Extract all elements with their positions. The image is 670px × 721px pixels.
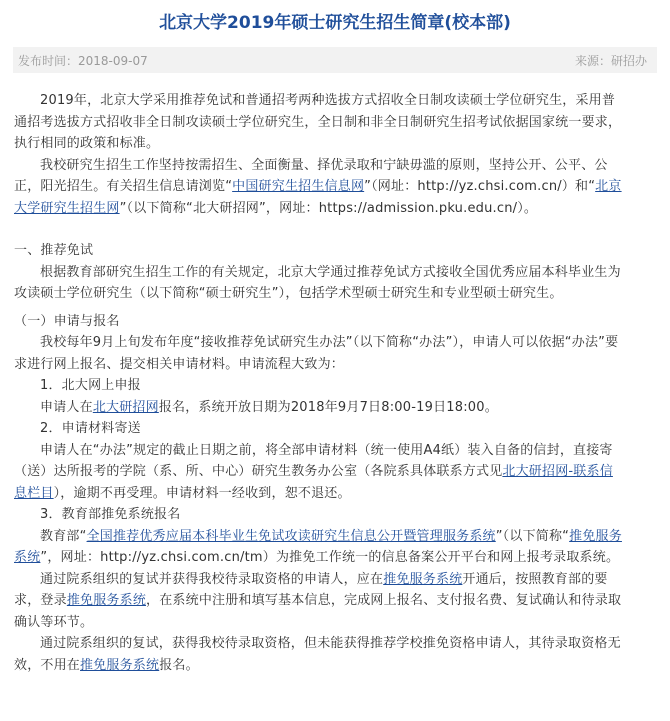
publish-date: 发布时间：2018-09-07 bbox=[18, 54, 148, 68]
link-pku-recruit[interactable]: 北大研招网 bbox=[92, 399, 159, 415]
p3-text-c: ，在系统中注册和填写基本信息，完成网上报名、支付报名费、复试确认和待录取确认等环节。 bbox=[14, 593, 622, 630]
step3-text-b: ”（以下简称“ bbox=[495, 528, 570, 544]
link-tuimian-system[interactable]: 推免服务系统 bbox=[80, 657, 160, 673]
article-body bbox=[14, 90, 626, 676]
step3-text-a: 教育部“ bbox=[40, 528, 87, 544]
section1-paragraph-4 bbox=[14, 633, 626, 676]
subsection-heading-apply: （一）申请与报名 bbox=[14, 313, 120, 329]
link-national-system[interactable]: 全国推荐优秀应届本科毕业生免试攻读研究生信息公开暨管理服务系统 bbox=[86, 528, 496, 544]
section1-paragraph-2: 我校每年9月上旬发布年度“接收推荐免试研究生办法”（以下简称“办法”），申请人可以依据“办法”要求进行网上报名、提交相关申请材料。申请流程大致为： bbox=[14, 335, 619, 372]
step1-text-a: 申请人在 bbox=[40, 399, 93, 415]
article-meta-bar bbox=[13, 47, 657, 73]
step3-title: 3．教育部推免系统报名 bbox=[40, 507, 181, 522]
step2-text-b: ），逾期不再受理。申请材料一经收到，恕不退还。 bbox=[53, 485, 351, 501]
link-contact-info[interactable]: 北大研招网-联系信息栏目 bbox=[14, 464, 613, 501]
link-chsi[interactable]: 中国研究生招生信息网 bbox=[232, 179, 365, 194]
link-tuimian-system[interactable]: 推免服务系统 bbox=[14, 528, 622, 565]
link-tuimian-system[interactable]: 推免服务系统 bbox=[66, 593, 147, 608]
intro-text-a: 我校研究生招生工作坚持按需招生、全面衡量、择优录取和宁缺毋滥的原则，坚持公开、公平、公正，阳光招生。有关招生信息请浏览“ bbox=[14, 157, 608, 194]
step2-text bbox=[14, 440, 626, 505]
article-title: 北京大学2019年硕士研究生招生简章(校本部) bbox=[159, 13, 511, 33]
intro-paragraph-2 bbox=[14, 155, 626, 220]
link-pku-admission[interactable]: 北京大学研究生招生网 bbox=[14, 179, 622, 216]
intro-paragraph-1: 2019年，北京大学采用推荐免试和普通招考两种选拔方式招收全日制攻读硕士学位研究生，采用普通招考选拔方式招收非全日制攻读硕士学位研究生，全日制和非全日制研究生招考试依据国家统一要求，执行相同的政策和标准。 bbox=[14, 93, 622, 151]
step1-title: 1．北大网上申报 bbox=[40, 378, 141, 393]
step3-text-c: ”，网址：http://yz.chsi.com.cn/tm）为推免工作统一的信息备案公开平台和网上报考录取系统。 bbox=[40, 550, 620, 565]
step3-text bbox=[14, 526, 626, 569]
step1-text bbox=[14, 397, 626, 419]
p3-text-b: 开通后，按照教育部的要求，登录 bbox=[14, 571, 608, 608]
link-tuimian-system[interactable]: 推免服务系统 bbox=[383, 571, 463, 587]
article-source: 来源：研招办 bbox=[574, 54, 647, 68]
section-heading-recommend: 一、推荐免试 bbox=[14, 243, 94, 258]
step2-title: 2．申请材料寄送 bbox=[40, 421, 141, 436]
intro-text-c: ”（以下简称“北大研招网”，网址：https://admission.pku.edu.cn/）。 bbox=[119, 200, 538, 216]
p3-text-a: 通过院系组织的复试并获得我校待录取资格的申请人，应在 bbox=[40, 571, 384, 587]
section1-paragraph-3 bbox=[14, 569, 626, 634]
p4-text-b: 报名。 bbox=[159, 657, 199, 673]
p4-text-a: 通过院系组织的复试，获得我校待录取资格，但未能获得推荐学校推免资格申请人，其待录取资格无效，不用在 bbox=[14, 636, 621, 673]
spacer bbox=[14, 219, 626, 240]
step1-text-b: 报名，系统开放日期为2018年9月7日8:00-19日18:00。 bbox=[158, 399, 498, 415]
step2-text-a: 申请人在“办法”规定的截止日期之前，将全部申请材料（统一使用A4纸）装入自备的信封，直接寄（送）达所报考的学院（系、所、中心）研究生教务办公室（各院系具体联系方式见 bbox=[14, 442, 613, 479]
intro-text-b: ”（网址：http://yz.chsi.com.cn/）和“ bbox=[364, 179, 596, 194]
section1-paragraph-1: 根据教育部研究生招生工作的有关规定，北京大学通过推荐免试方式接收全国优秀应届本科毕业生为攻读硕士学位研究生（以下简称“硕士研究生”），包括学术型硕士研究生和专业型硕士研究生。 bbox=[14, 264, 621, 301]
